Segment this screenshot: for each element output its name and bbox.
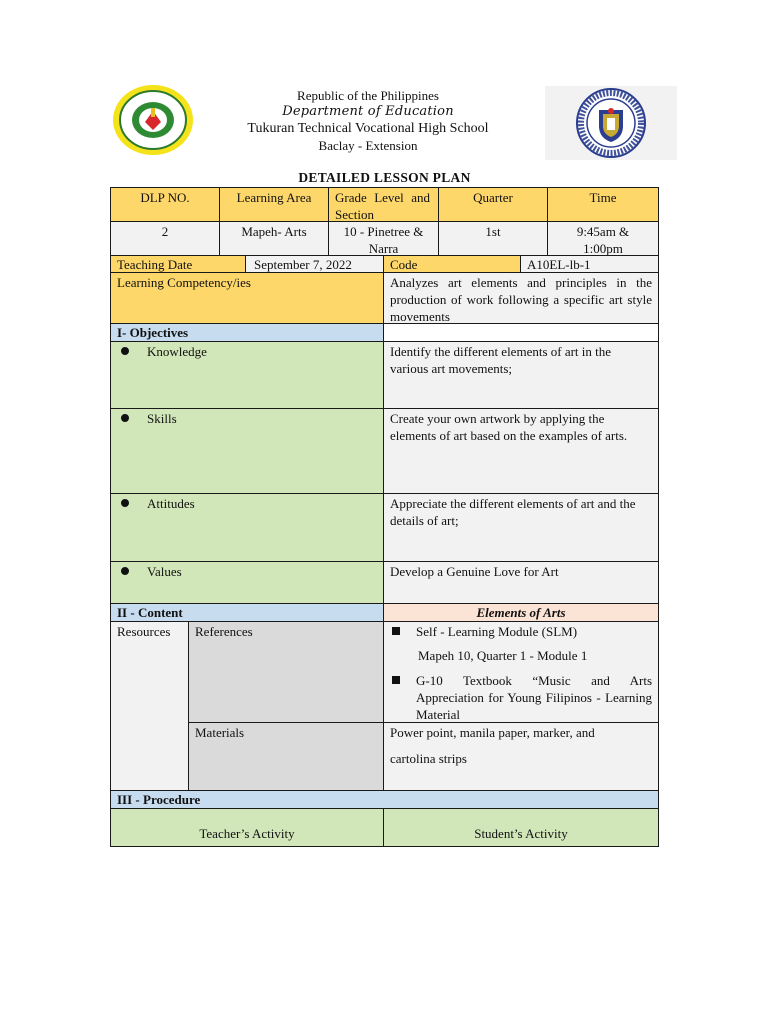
document-title: DETAILED LESSON PLAN: [298, 170, 471, 185]
competency-label: Learning Competency/ies: [110, 272, 384, 324]
references-label: References: [188, 621, 384, 723]
school-name: Tukuran Technical Vocational High School: [247, 121, 489, 136]
knowledge-text: Identify the different elements of art in the various art movements;: [383, 341, 659, 409]
objectives-heading: I- Objectives: [110, 323, 384, 342]
grade-value: 10 - Pinetree & Narra: [328, 221, 439, 256]
grade-header: Grade Level and Section: [328, 187, 439, 222]
materials-line: Power point, manila paper, marker, and: [390, 725, 595, 740]
references-list: [383, 621, 659, 723]
materials-text: [383, 722, 659, 791]
materials-line: cartolina strips: [390, 751, 467, 766]
document-header: [200, 88, 536, 154]
bullet-icon: [121, 414, 129, 422]
dlp-header: DLP NO.: [110, 187, 220, 222]
content-topic: Elements of Arts: [383, 603, 659, 622]
time-value: 9:45am & 1:00pm: [547, 221, 659, 256]
area-value: Mapeh- Arts: [219, 221, 329, 256]
skills-label-cell: [110, 408, 384, 494]
reference-item-text: G-10 Textbook “Music and Arts Appreciation for Young Filipinos - Learning Material: [416, 673, 652, 722]
bullet-icon: [121, 347, 129, 355]
quarter-header: Quarter: [438, 187, 548, 222]
school-logo: [112, 84, 194, 156]
skills-text: Create your own artwork by applying the elements of art based on the examples of arts.: [383, 408, 659, 494]
teacher-activity-header: Teacher’s Activity: [110, 808, 384, 847]
reference-item: [390, 623, 652, 640]
resources-label: Resources: [110, 621, 189, 791]
reference-item: [390, 672, 652, 723]
department-line: Department of Education: [282, 104, 454, 119]
student-activity-header: Student’s Activity: [383, 808, 659, 847]
teaching-date-label: Teaching Date: [110, 255, 246, 273]
teaching-date-value: September 7, 2022: [245, 255, 384, 273]
attitudes-label: Attitudes: [147, 496, 195, 511]
school-extension: Baclay - Extension: [318, 138, 418, 153]
quarter-value: 1st: [438, 221, 548, 256]
bullet-icon: [121, 567, 129, 575]
objectives-heading-blank: [383, 323, 659, 342]
attitudes-label-cell: [110, 493, 384, 562]
attitudes-text: Appreciate the different elements of art and the details of art;: [383, 493, 659, 562]
values-label: Values: [147, 564, 182, 579]
code-label: Code: [383, 255, 521, 273]
knowledge-label-cell: [110, 341, 384, 409]
dlp-value: 2: [110, 221, 220, 256]
time-header: Time: [547, 187, 659, 222]
deped-seal: [545, 86, 677, 160]
procedure-heading: III - Procedure: [110, 790, 659, 809]
republic-line: Republic of the Philippines: [297, 88, 439, 103]
content-heading: II - Content: [110, 603, 384, 622]
area-header: Learning Area: [219, 187, 329, 222]
values-label-cell: [110, 561, 384, 604]
square-bullet-icon: [392, 627, 400, 635]
bullet-icon: [121, 499, 129, 507]
reference-subtext: Mapeh 10, Quarter 1 - Module 1: [418, 648, 588, 663]
reference-item-text: Self - Learning Module (SLM): [416, 624, 578, 639]
values-text: Develop a Genuine Love for Art: [383, 561, 659, 604]
competency-text: Analyzes art elements and principles in the production of work following a specific art style movements: [383, 272, 659, 324]
skills-label: Skills: [147, 411, 177, 426]
code-value: A10EL-lb-1: [520, 255, 659, 273]
knowledge-label: Knowledge: [147, 344, 207, 359]
materials-label: Materials: [188, 722, 384, 791]
square-bullet-icon: [392, 676, 400, 684]
